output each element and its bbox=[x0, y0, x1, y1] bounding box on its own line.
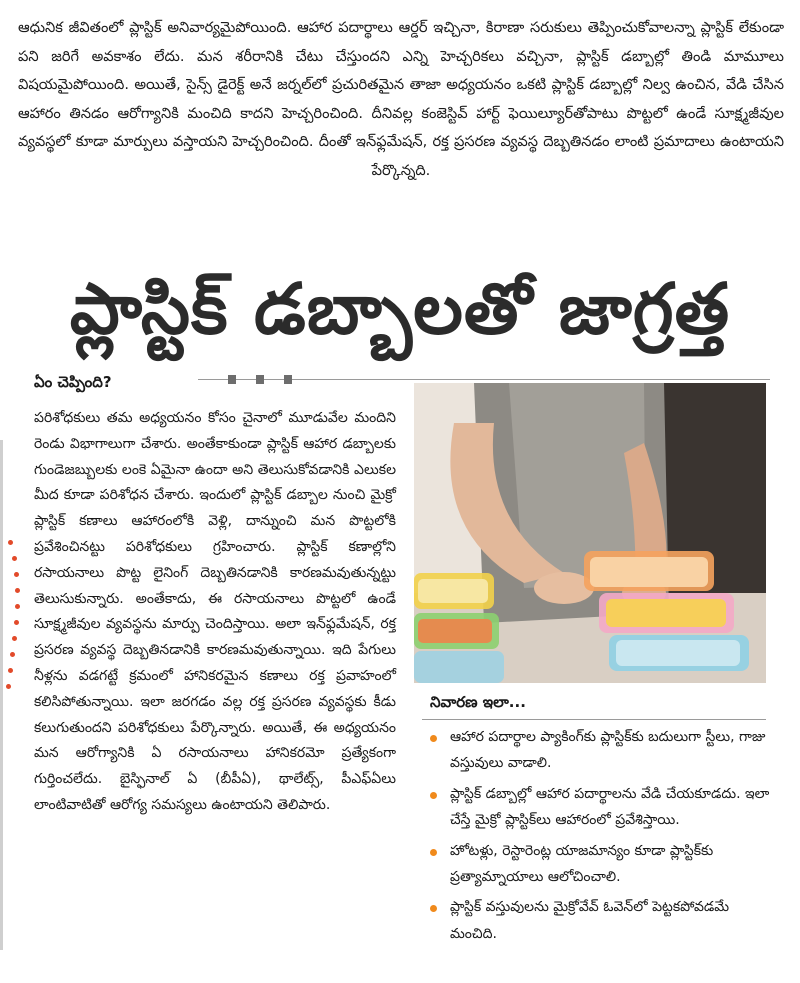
remedy-text: ప్లాస్టిక్ డబ్బాల్లో ఆహార పదార్థాలను వేడి చేయకూడదు. ఇలా చేస్తే మైక్రో ప్లాస్టిక్‌లు ఆహారంలో ప్రవేశిస్తాయి. bbox=[450, 785, 770, 829]
bullet-icon bbox=[430, 905, 437, 912]
section-heading: ఏం చెప్పింది? bbox=[34, 373, 112, 391]
plastic-containers-photo bbox=[414, 383, 766, 683]
bullet-icon bbox=[430, 735, 437, 742]
divider-marker bbox=[284, 375, 292, 384]
remedy-text: హోటళ్లు, రెస్టారెంట్ల యాజమాన్యం కూడా ప్లాస్టిక్‌కు ప్రత్యామ్నాయాలు ఆలోచించాలి. bbox=[450, 842, 714, 886]
headline: ప్లాస్టిక్ డబ్బాలతో జాగ్రత్త bbox=[69, 268, 731, 350]
remedy-text: ఆహార పదార్థాల ప్యాకింగ్‌కు ప్లాస్టిక్‌కు బదులుగా స్టీలు, గాజు వస్తువులు వాడాలి. bbox=[450, 729, 766, 772]
remedy-heading: నివారణ ఇలా... bbox=[430, 693, 526, 711]
intro-paragraph: ఆధునిక జీవితంలో ప్లాస్టిక్ అనివార్యమైపోయింది. ఆహార పదార్థాలు ఆర్డర్ ఇచ్చినా, కిరాణా సరుకులు తెప్పించుకోవాలన్నా ప్లాస్టిక్ లేకుండా పని జరిగే అవకాశం లేదు. మన శరీరానికి చేటు చేస్తుందని ఎన్ని హెచ్చరికలు వచ్చినా, ప్లాస్టిక్ డబ్బాల్లో తిండి మామూలు విషయమైపోయింది. అయితే, సైన్స్ డైరెక్ట్ అనే జర్నల్‌లో ప్రచురితమైన తాజా అధ్యయనం ఒకటి ప్లాస్టిక్ డబ్బాల్లో నిల్వ ఉంచిన, వేడి చేసిన ఆహారం తినడం ఆరోగ్యానికి మంచిది కాదని హెచ్చరించింది. దీనివల్ల కంజెస్టివ్ హార్ట్ ఫెయిల్యూర్‌తోపాటు పొట్టలో ఉండే సూక్ష్మజీవుల వ్యవస్థలో కూడా మార్పులు వస్తాయని హెచ్చరించింది. దీంతో ఇన్‌ఫ్లమేషన్, రక్త ప్రసరణ వ్యవస్థ దెబ్బతినడం లాంటి ప్రమాదాలు ఉంటాయని పేర్కొన్నది. bbox=[18, 19, 784, 179]
divider-marker bbox=[228, 375, 236, 384]
photo-illustration bbox=[414, 383, 766, 683]
column-edge-bar bbox=[0, 440, 3, 950]
list-item bbox=[430, 781, 770, 834]
bullet-icon bbox=[430, 792, 437, 799]
list-item bbox=[430, 894, 770, 947]
list-item bbox=[430, 724, 770, 777]
remedy-text: ప్లాస్టిక్ వస్తువులను మైక్రోవేవ్ ఓవెన్‌లో పెట్టకపోవడమే మంచిది. bbox=[450, 899, 730, 942]
decorative-dots bbox=[6, 540, 20, 690]
article-body: పరిశోధకులు తమ అధ్యయనం కోసం చైనాలో మూడువేల మందిని రెండు విభాగాలుగా చేశారు. అంతేకాకుండా ప్లాస్టిక్ ఆహార డబ్బాలకు గుండెజబ్బులకు లంకె ఏమైనా ఉందా అని తెలుసుకోవడానికి ఎలుకల మీద కూడా పరిశోధన చేశారు. ఇందులో ప్లాస్టిక్ డబ్బాల నుంచి మైక్రో ప్లాస్టిక్ కణాలు ఆహారంలోకి వెళ్లి, దాన్నుంచి మన పొట్టలోకి ప్రవేశించినట్టు పరిశోధకులు గ్రహించారు. ప్లాస్టిక్ కణాల్లోని రసాయనాలు పొట్ట లైనింగ్ దెబ్బతినడానికి కారణమవుతున్నట్టు తెలుసుకున్నారు. అంతేకాదు, ఈ రసాయనాలు పొట్టలో ఉండే సూక్ష్మజీవుల వ్యవస్థను మార్పు చెందిస్తాయి. అలా ఇన్‌ఫ్లమేషన్, రక్త ప్రసరణ వ్యవస్థ దెబ్బతినడానికి కారణమవుతున్నాయి. ఇది పేగులు నీళ్లను వడగట్టే క్రమంలో హానికరమైన కణాలు రక్త ప్రవాహంలో కలిసిపోతున్నాయి. ఇలా జరగడం వల్ల రక్త ప్రసరణ వ్యవస్థకు కీడు కలుగుతుందని పరిశోధకులు పేర్కొన్నారు. అయితే, ఈ అధ్యయనం మన ఆరోగ్యానికి ఏ రసాయనాలు హానికరమో ప్రత్యేకంగా గుర్తించలేదు. బైస్ఫినాల్ ఏ (బీపీఏ), థాలేట్స్, పీఎఫ్ఏలు లాంటివాటితో ఆరోగ్య సమస్యలు ఉంటాయని తెలిపారు. bbox=[34, 410, 396, 813]
remedy-divider bbox=[422, 719, 766, 720]
bullet-icon bbox=[430, 849, 437, 856]
list-item bbox=[430, 838, 770, 891]
divider-marker bbox=[256, 375, 264, 384]
remedy-list bbox=[430, 724, 770, 951]
